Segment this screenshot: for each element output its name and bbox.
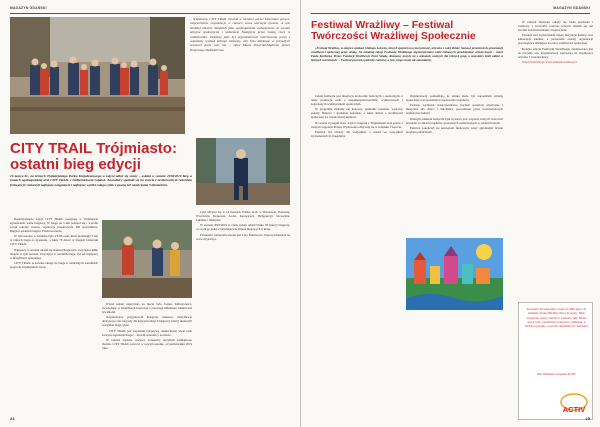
paragraph: Na scenie wystąpili m.in. artyści związani z Trójmiastem oraz goście z różnych regionów Polski. Wydarzenia odbywały się w Gdańsku i Sopocie. [311,120,403,129]
paragraph: W programie znalazły się koncerty, spektakle teatralne, wystawy, pokazy filmowe i spotkania autorskie, a także debata o wrażliwości społecznej we współczesnej kulturze. [311,107,403,120]
photo-runner-forest [196,138,290,205]
ad-greeting-text: Kochani! Powtarzamy nasze do Was apel: ze składów Świąt Wielkiej Nocy życzymy Wam szczęścia, wiary, miłości i radości. Aby Wasze serca były wypełnione pokojem i nadzieją, a Święta upłynęły w gronie najbliższych. Alleluja! [524,307,589,329]
header-rule [10,13,290,14]
text-column-2 [406,94,503,234]
activ-logo [559,393,589,415]
text-column-3 [518,20,593,298]
page-number: 24 [10,416,15,421]
paragraph: W ramach festiwalu odbyły się także spotkania i rozmowy z twórcami, podczas których dzielili się oni swoimi doświadczeniami i inspiracjami. [518,20,593,33]
website-link[interactable]: Więcej informacji: www.festiwalwrazliwy.pl [522,59,577,64]
easter-greeting-ad [518,302,593,420]
article-lead: 16 marca br., na leśnych Trójmiejskiego Parku Krajobrazowego w Gdyni odbył się szósty – ostatni w sezonie 2018/2019 bieg w ramach ogólnopolskiej serii CITY TRAIL z Nadleśnictwem Gdańsk. Zawodnicy spotkali się na starcie z zeszłorocznym rekordem frekwencji i zobaczyli najlepsze osiągnięcia i najlepsze wyniki całego cyklu z pewną ich ukończenia 5 kilometrów. [10,174,192,187]
paragraph: Organizatorzy podkreślają, że sztuka może być narzędziem zmiany społecznej oraz sposobem na budowanie wspólnoty. [406,94,503,103]
paragraph: Festiwal zakończył się koncertem finałowym, który zgromadził licznie przybyłą publiczność. [406,125,503,134]
paragraph: Patronat nad wydarzeniem objęły instytucje kultury oraz samorządy lokalne, a partnerami zostały organizacje pozarządowe działające na rzecz wrażliwości społecznej. [518,33,593,46]
paragraph: Kolejna edycja Festiwalu Wrażliwego zaplanowana jest na przyszły rok. Organizatorzy zapraszają do współpracy artystów i wolontariuszy. [518,46,593,59]
paragraph: – CITY TRAIL jest wspaniałą inicjatywą, dzięki której wiele osób zaczyna regularnie biegać – mówili uczestnicy na mecie. [102,328,192,337]
paragraph: „Festiwal Wrażliwy, to miejsce spotkań i dialogu twórców, innych spojrzeń na rzeczywistość, artystów z całej Polski. Stanowi przestrzeń do prezentacji wrażliwości społecznej przez sztukę. Na ostatniej edycji Festiwalu Wrażliwego zaprezentowano wiele ciekawych przedsięwzięć artystycznych – mówi Paula Kordecka, Prezes Fundacji Wrażliwych Przez Sztukę. Rozmowy toczyły się o tematach ważnych dla różnych grup, a uczestnicy brali udział w licznych warsztatach. – Festiwal powstał z potrzeby rozmowy o tym, czego często nie zauważamy. [311,46,503,63]
paragraph: Festiwal był otwarty dla wszystkich, a udział we wszystkich wydarzeniach był bezpłatny. [311,129,403,138]
text-column-1 [10,217,98,413]
running-header: MAGAZYN GDAŃSKI [553,6,590,10]
activ-logo-text: ACTIV [562,405,586,414]
text-column-3 [196,210,290,414]
paragraph: Patronem i partnerem sezonu jest Lasy Państwowe. Więcej informacji na www.citytrail.pl. [196,232,290,241]
paragraph: Ważnym punktem festiwalu była wystawa prac artystów, których twórczość powstała w ramach projektów społecznych realizowanych w ostatnich latach. [406,116,503,125]
photo-festival-painting [406,238,503,310]
photo-runners-finish [102,220,192,298]
paragraph: Najlepszy w sezonie okazał się Andrzej Rogiewicz, zwycięzca kilku biegów w tym sezonie. Zwyciężył w ostatnim biegu, był też najlepszy w klasyfikacji generalnej. [10,247,98,260]
ad-signature: Hela Wikusiak z zespołem ACTIV [537,373,576,376]
paragraph: Celem festiwalu jest integracja środowisk twórczych i społecznych, a także promocja osób z niepełnosprawnościami, wykluczonych i zagrożonych wykluczeniem społecznym. [311,94,403,107]
paragraph: Organizatorzy przygotowali kategorie wiekowe, klasyfikacje drużynowe oraz nagrody dla najwytrwalszych biegaczy, którzy ukończyli wszystkie biegi cyklu. [102,315,192,328]
header-rule [311,13,590,14]
quote-block: – Wspieramy CITY TRAIL chociaż w mroźnej aurze! Doceniam gorące, nieprzeciętnie organizacje w ramach coraz szerszym gronem. A tym bardziej obecnie młodzieży jako ogólnopolskim wydarzeniem, ze swoimi pełnymi społecznymi i widzeniem Nadajnym przez świętą rzecz w codzienności. Dziękuję jako był organizatorowi niezrównaną pracę i wspaniały wysiłek którego niesiemy, aby było dziękując w przyszłych sezonach przez cały rok. – mówi Marta Pokorska-Mądroła, prezes Krajowego Nadleśnictwa. [190,17,290,52]
paragraph: W tym sezonie w Gdańsku było ich 86 osób, które przebiegły 5 km w ramach biegu na dystansie, a także 78 dzieci w biegach Dzieciaki CITY TRAIL. [10,234,98,247]
article-title: CITY TRAIL Trójmiasto: ostatni bieg edycji [10,140,177,173]
page-number: 25 [585,416,590,421]
paragraph: Cykl odbywa się w 12 miastach Polski, m.in. w Warszawie, Poznaniu, Wrocławiu, Krakowie, Łodzi, Katowicach, Bydgoszczy, Szczecinie, Lublinie i Olsztynie. [196,210,290,223]
running-header: MAGAZYN GDAŃSKI [10,6,47,10]
photo-runners-group [10,17,185,134]
article-lead [311,46,503,90]
paragraph: W sezonie 2018/2019 w cyklu wzięło udział blisko 30 tysięcy biegaczy, co czyni go jedną z największych imprez biegowych w kraju. [196,223,290,232]
article-title: Festiwal Wrażliwy – Festiwal Twórczości Wrażliwej Społecznie [311,19,476,42]
paragraph: Wśród kobiet najszybsza na mecie była Joanna Kimontowicz, zwyciężając w klasyfikacji końcowej z przewagą kilkunastu sekund nad rywalkami. [102,302,192,315]
paragraph: Rozstrzygnięcie edycji CITY TRAIL rozegrane w Trójmieście zgromadziło wielu biegaczy. W biegu na 5 km pokazał się i wyrobił swoje rekordy czasów, rejestracja przekroczyła 300 uczestników. Biegacz ostatnich biegów Polski ku mecie. [10,217,98,234]
text-column-1 [311,94,403,414]
text-column-2 [102,302,192,414]
paragraph: W ramach zapisów wszyscy uczestnicy otrzymali pamiątkowe medale. CITY TRAIL powróci w nowym sezonie, od października 2019 roku. [102,337,192,351]
paragraph: CITY TRAIL to świetna okazja do biegu w naturalnych warunkach przyrody trójmiejskich lasów. [10,261,98,270]
paragraph: Podczas wydarzeń przeprowadzono również warsztaty plastyczne i muzyczne dla dzieci i młodzieży, prowadzone przez doświadczonych animatorów kultury. [406,103,503,116]
right-page [300,0,600,427]
